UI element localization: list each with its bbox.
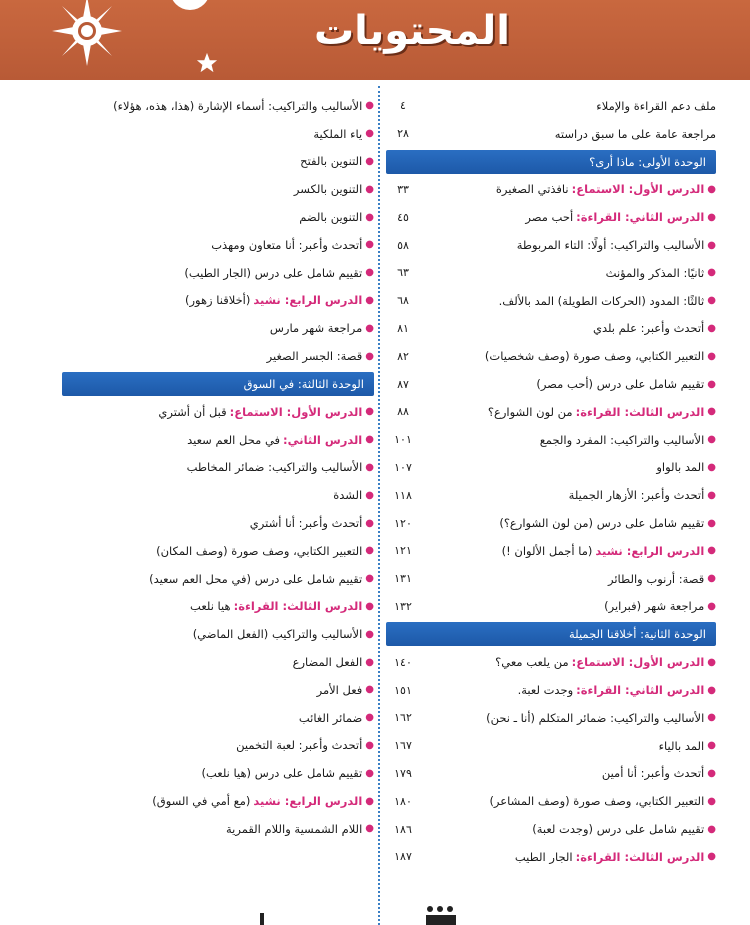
page-number — [0, 127, 2, 140]
page-title: المحتويات — [313, 8, 510, 54]
bullet-icon: ● — [365, 155, 374, 167]
toc-entry[interactable] — [62, 732, 374, 760]
entry-text-group — [659, 739, 716, 753]
entry-title: نافذتي الصغيرة — [495, 182, 569, 197]
toc-entry[interactable] — [386, 203, 716, 231]
page-number: ١١٨ — [394, 488, 412, 502]
page-number: ٦٣ — [397, 266, 409, 280]
entry-text-group — [569, 488, 716, 502]
entry-title: ثالثًا: المدود (الحركات الطويلة) المد بالألف. — [498, 293, 705, 308]
page-number: ١٨٠ — [394, 794, 412, 808]
entry-text-group — [486, 711, 716, 725]
entry-text-group — [606, 266, 716, 280]
unit-heading: الوحدة الثانية: أخلاقنا الجميلة — [386, 622, 716, 646]
lesson-label: الدرس الأول: الاستماع: — [571, 655, 705, 670]
bullet-icon: ● — [707, 712, 716, 724]
bullet-icon: ● — [365, 461, 374, 473]
entry-text-group — [525, 210, 716, 224]
toc-entry[interactable] — [386, 704, 716, 732]
bullet-icon: ● — [365, 656, 374, 668]
bullet-icon: ● — [365, 294, 374, 306]
page-number — [0, 294, 2, 307]
page-number — [0, 350, 2, 363]
toc-entry[interactable] — [62, 593, 374, 621]
entry-title: (مع أمي في السوق) — [152, 794, 251, 809]
toc-entry[interactable] — [386, 648, 716, 676]
entry-text-group — [499, 516, 716, 530]
bullet-icon: ● — [707, 656, 716, 668]
entry-title: من لون الشوارع؟ — [487, 404, 573, 419]
entry-text-group — [496, 182, 716, 196]
page-number — [0, 461, 2, 474]
entry-title: ملف دعم القراءة والإملاء — [596, 98, 716, 113]
bullet-icon: ● — [707, 489, 716, 501]
bullet-icon: ● — [365, 628, 374, 640]
toc-entry[interactable] — [386, 231, 716, 259]
toc-entry[interactable] — [62, 815, 374, 843]
entry-title: تقييم شامل على درس (وجدت لعبة) — [532, 822, 705, 837]
toc-entry[interactable] — [62, 565, 374, 593]
entry-text-group — [656, 460, 716, 474]
bullet-icon: ● — [365, 517, 374, 529]
toc-entry[interactable] — [62, 704, 374, 732]
toc-entry[interactable] — [62, 537, 374, 565]
toc-entry[interactable] — [386, 481, 716, 509]
page-number — [0, 405, 2, 418]
toc-left-column — [62, 92, 374, 843]
entry-title: التنوين بالكسر — [293, 182, 363, 197]
entry-text-group — [604, 599, 716, 613]
page-number — [0, 767, 2, 780]
toc-entry[interactable] — [386, 509, 716, 537]
entry-title: ثانيًا: المذكر والمؤنث — [605, 265, 705, 280]
toc-entry[interactable] — [386, 398, 716, 426]
entry-title: الأساليب والتراكيب (الفعل الماضي) — [192, 627, 363, 642]
toc-right-column — [386, 92, 716, 871]
bullet-icon: ● — [365, 128, 374, 140]
page-number: ٣٣ — [397, 182, 409, 196]
page-number: ١٧٩ — [394, 766, 412, 780]
entry-text-group — [517, 238, 716, 252]
bullet-icon: ● — [707, 851, 716, 863]
toc-entry[interactable] — [386, 342, 716, 370]
entry-title: (ما أجمل الألوان !) — [501, 543, 593, 558]
page-number: ١٢١ — [394, 544, 412, 558]
bullet-icon: ● — [707, 434, 716, 446]
entry-text-group — [593, 321, 716, 335]
toc-entry[interactable] — [62, 314, 374, 342]
bullet-icon: ● — [365, 767, 374, 779]
entry-text-group — [536, 377, 716, 391]
page-number: ٨٧ — [397, 377, 409, 391]
lesson-label: الدرس الثالث: القراءة: — [233, 599, 363, 614]
toc-entry[interactable] — [62, 231, 374, 259]
page-number: ١٣١ — [394, 572, 412, 586]
bullet-icon: ● — [707, 545, 716, 557]
entry-title: ياء الملكية — [313, 126, 363, 141]
entry-title: الأساليب والتراكيب: أولًا: التاء المربوطة — [516, 238, 705, 253]
unit-heading: الوحدة الأولى: ماذا أرى؟ — [386, 150, 716, 174]
entry-title: أتحدث وأعبر: أنا متعاون ومهذب — [211, 237, 363, 252]
bullet-icon: ● — [365, 823, 374, 835]
entry-text-group — [226, 822, 374, 836]
entry-title: أحب مصر — [525, 210, 574, 225]
toc-entry[interactable] — [386, 732, 716, 760]
entry-text-group — [185, 293, 374, 307]
entry-text-group — [184, 266, 374, 280]
toc-entry[interactable] — [62, 509, 374, 537]
lesson-label: الدرس الثالث: القراءة: — [575, 404, 705, 419]
toc-entry[interactable] — [386, 760, 716, 788]
page-number — [0, 628, 2, 641]
toc-entry[interactable] — [62, 203, 374, 231]
bullet-icon: ● — [365, 183, 374, 195]
toc-entry[interactable] — [62, 759, 374, 787]
entry-title: تقييم شامل على درس (الجار الطيب) — [184, 265, 363, 280]
bullet-icon: ● — [707, 740, 716, 752]
entry-text-group — [485, 349, 716, 363]
bullet-icon: ● — [707, 684, 716, 696]
bullet-icon: ● — [707, 795, 716, 807]
entry-title: التنوين بالضم — [299, 210, 363, 225]
entry-title: قصة: الجسر الصغير — [266, 349, 363, 364]
entry-text-group — [488, 405, 716, 419]
page-number: ٢٨ — [397, 127, 409, 141]
entry-text-group — [190, 599, 374, 613]
decorative-circle — [170, 0, 210, 10]
entry-title: قصة: أرنوب والطائر — [607, 571, 705, 586]
bullet-icon: ● — [365, 211, 374, 223]
page-number — [0, 238, 2, 251]
toc-entry[interactable] — [386, 593, 716, 621]
page-number — [0, 183, 2, 196]
toc-entry[interactable] — [386, 787, 716, 815]
page-number: ٥٨ — [397, 238, 409, 252]
entry-text-group — [193, 627, 374, 641]
bullet-icon: ● — [365, 795, 374, 807]
bullet-icon: ● — [707, 406, 716, 418]
page-number: ٨٢ — [397, 349, 409, 363]
entry-text-group — [499, 294, 716, 308]
bullet-icon: ● — [707, 267, 716, 279]
entry-title: المد بالياء — [658, 738, 705, 753]
bullet-icon: ● — [365, 434, 374, 446]
page-number: ١٣٢ — [394, 599, 412, 613]
bullet-icon: ● — [365, 684, 374, 696]
entry-title: الأساليب والتراكيب: المفرد والجمع — [539, 432, 705, 447]
bullet-icon: ● — [365, 239, 374, 251]
page-number — [0, 322, 2, 335]
bullet-icon: ● — [707, 823, 716, 835]
bullet-icon: ● — [707, 295, 716, 307]
toc-entry[interactable] — [386, 315, 716, 343]
page-number: ٨١ — [397, 321, 409, 335]
entry-title: أتحدث وأعبر: علم بلدي — [592, 321, 705, 336]
toc-entry[interactable] — [62, 426, 374, 454]
page-number: ٦٨ — [397, 294, 409, 308]
entry-title: الأساليب والتراكيب: ضمائر المتكلم (أنا ـ نحن) — [486, 710, 705, 725]
page-number — [0, 489, 2, 502]
page-number — [0, 211, 2, 224]
page-number: ١٢٠ — [394, 516, 412, 530]
entry-text-group — [236, 738, 374, 752]
entry-text-group — [187, 433, 374, 447]
entry-text-group — [293, 655, 374, 669]
entry-title: أتحدث وأعبر: لعبة التخمين — [236, 738, 363, 753]
entry-text-group — [495, 655, 716, 669]
bullet-icon: ● — [365, 573, 374, 585]
toc-entry[interactable] — [386, 676, 716, 704]
bullet-icon: ● — [365, 322, 374, 334]
entry-text-group — [156, 544, 374, 558]
bullet-icon: ● — [707, 211, 716, 223]
sun-icon — [52, 0, 122, 66]
toc-entry[interactable] — [62, 454, 374, 482]
bullet-icon: ● — [707, 322, 716, 334]
star-icon — [196, 52, 218, 74]
lesson-label: الدرس الثاني: القراءة: — [576, 683, 705, 698]
entry-title: التعبير الكتابي، وصف صورة (وصف المكان) — [156, 543, 363, 558]
bullet-icon: ● — [707, 600, 716, 612]
toc-entry[interactable] — [62, 398, 374, 426]
toc-entry[interactable] — [62, 620, 374, 648]
lesson-label: الدرس الرابع: نشيد — [253, 794, 363, 809]
entry-text-group — [299, 210, 374, 224]
toc-entry[interactable] — [386, 259, 716, 287]
bullet-icon: ● — [707, 517, 716, 529]
entry-text-group — [489, 794, 716, 808]
toc-entry[interactable] — [386, 843, 716, 871]
entry-title: هيا نلعب — [190, 599, 231, 614]
entry-title: الجار الطيب — [514, 849, 573, 864]
lesson-label: الدرس الثاني: — [283, 432, 363, 447]
entry-title: التعبير الكتابي، وصف صورة (وصف المشاعر) — [489, 794, 705, 809]
page-number — [0, 99, 2, 112]
bullet-icon: ● — [365, 545, 374, 557]
toc-entry[interactable] — [62, 481, 374, 509]
entry-title: تقييم شامل على درس (في محل العم سعيد) — [149, 571, 363, 586]
page-number — [0, 739, 2, 752]
page-number: ٨٨ — [397, 405, 409, 419]
entry-text-group — [518, 683, 716, 697]
bullet-icon: ● — [365, 739, 374, 751]
lesson-label: الدرس الرابع: نشيد — [595, 543, 705, 558]
entry-text-group — [299, 711, 374, 725]
page-number: ١٨٧ — [394, 850, 412, 864]
entry-text-group — [158, 405, 374, 419]
toc-entry[interactable] — [62, 92, 374, 120]
entry-title: الشدة — [333, 488, 363, 503]
toc-entry[interactable] — [62, 120, 374, 148]
toc-entry[interactable] — [386, 815, 716, 843]
entry-text-group — [532, 822, 716, 836]
entry-text-group — [317, 683, 374, 697]
entry-title: وجدت لعبة. — [517, 683, 574, 698]
entry-text-group — [608, 572, 716, 586]
entry-text-group — [270, 321, 374, 335]
bullet-icon: ● — [365, 406, 374, 418]
page-number — [0, 656, 2, 669]
bullet-icon: ● — [707, 239, 716, 251]
toc-entry[interactable] — [62, 148, 374, 176]
entry-title: تقييم شامل على درس (أحب مصر) — [536, 377, 705, 392]
entry-title: التعبير الكتابي، وصف صورة (وصف شخصيات) — [484, 349, 705, 364]
entry-text-group — [267, 349, 374, 363]
page-number: ١٦٧ — [394, 739, 412, 753]
toc-entry[interactable] — [62, 787, 374, 815]
page-number: ١٥١ — [394, 683, 412, 697]
entry-title: الأساليب والتراكيب: ضمائر المخاطب — [186, 460, 363, 475]
entry-title: مراجعة عامة على ما سبق دراسته — [554, 126, 716, 141]
entry-text-group — [250, 516, 374, 530]
page-number: ١٦٢ — [394, 711, 412, 725]
lesson-label: الدرس الثاني: القراءة: — [576, 210, 705, 225]
entry-text-group — [294, 182, 374, 196]
lesson-label: الدرس الثالث: القراءة: — [575, 849, 705, 864]
entry-text-group — [596, 99, 716, 113]
page-number — [0, 572, 2, 585]
entry-title: تقييم شامل على درس (هيا نلعب) — [201, 766, 363, 781]
page-number — [0, 822, 2, 835]
bullet-icon: ● — [365, 267, 374, 279]
entry-text-group — [300, 154, 374, 168]
entry-text-group — [187, 460, 374, 474]
toc-entry[interactable] — [62, 648, 374, 676]
page-number: ١٤٠ — [394, 655, 412, 669]
toc-entry[interactable] — [62, 175, 374, 203]
bullet-icon: ● — [365, 100, 374, 112]
page-number: ٤ — [400, 99, 406, 113]
toc-entry[interactable] — [386, 565, 716, 593]
entry-text-group — [333, 488, 374, 502]
entry-text-group — [211, 238, 374, 252]
toc-entry[interactable] — [386, 176, 716, 204]
page-number — [0, 266, 2, 279]
page-number — [0, 711, 2, 724]
bullet-icon: ● — [365, 600, 374, 612]
entry-title: (أخلاقنا زهور) — [184, 293, 251, 308]
entry-text-group — [113, 99, 374, 113]
entry-text-group — [149, 572, 374, 586]
toc-entry[interactable] — [386, 120, 716, 148]
entry-title: مراجعة شهر مارس — [269, 321, 363, 336]
entry-title: قبل أن أشتري — [158, 404, 227, 419]
entry-title: المد بالواو — [656, 460, 705, 475]
page-number: ١٠٧ — [394, 460, 412, 474]
entry-title: التنوين بالفتح — [300, 154, 363, 169]
entry-title: أتحدث وأعبر: أنا أشتري — [249, 516, 363, 531]
toc-entry[interactable] — [386, 92, 716, 120]
bullet-icon: ● — [365, 712, 374, 724]
entry-title: أتحدث وأعبر: الأزهار الجميلة — [568, 488, 705, 503]
lesson-label: الدرس الأول: الاستماع: — [229, 404, 363, 419]
bullet-icon: ● — [707, 573, 716, 585]
toc-entry[interactable] — [386, 426, 716, 454]
bullet-icon: ● — [707, 767, 716, 779]
page-number: ١٨٦ — [394, 822, 412, 836]
entry-text-group — [540, 433, 716, 447]
header-banner — [0, 0, 750, 80]
entry-text-group — [502, 544, 716, 558]
entry-text-group — [555, 127, 716, 141]
bullet-icon: ● — [707, 183, 716, 195]
toc-entry[interactable] — [62, 287, 374, 315]
entry-text-group — [202, 766, 374, 780]
bullet-icon: ● — [365, 350, 374, 362]
entry-title: اللام الشمسية واللام القمرية — [226, 821, 363, 836]
entry-text-group — [313, 127, 374, 141]
entry-title: في محل العم سعيد — [187, 432, 281, 447]
bullet-icon: ● — [707, 350, 716, 362]
bullet-icon: ● — [707, 378, 716, 390]
entry-title: الفعل المضارع — [292, 655, 363, 670]
entry-text-group — [152, 794, 374, 808]
entry-title: أتحدث وأعبر: أنا أمين — [601, 766, 705, 781]
entry-text-group — [602, 766, 716, 780]
toc-entry[interactable] — [386, 454, 716, 482]
toc-entry[interactable] — [386, 537, 716, 565]
entry-title: مراجعة شهر (فبراير) — [604, 599, 705, 614]
toc-entry[interactable] — [62, 676, 374, 704]
lesson-label: الدرس الأول: الاستماع: — [571, 182, 705, 197]
entry-text-group — [515, 850, 716, 864]
column-divider — [378, 86, 380, 925]
bullet-icon: ● — [365, 489, 374, 501]
bullet-icon: ● — [707, 461, 716, 473]
page-number: ١٠١ — [394, 433, 412, 447]
page-number — [0, 795, 2, 808]
bottom-decoration — [230, 895, 490, 925]
toc-entry[interactable] — [62, 342, 374, 370]
entry-title: من يلعب معي؟ — [495, 655, 569, 670]
toc-entry[interactable] — [386, 287, 716, 315]
entry-title: تقييم شامل على درس (من لون الشوارع؟) — [499, 516, 705, 531]
page-number — [0, 600, 2, 613]
page-number: ٤٥ — [397, 210, 409, 224]
entry-title: فعل الأمر — [316, 682, 363, 697]
page-number — [0, 544, 2, 557]
page-number — [0, 683, 2, 696]
page-number — [0, 155, 2, 168]
page-number — [0, 433, 2, 446]
unit-heading: الوحدة الثالثة: في السوق — [62, 372, 374, 396]
toc-entry[interactable] — [386, 370, 716, 398]
entry-title: الأساليب والتراكيب: أسماء الإشارة (هذا، هذه، هؤلاء) — [113, 98, 363, 113]
page-number — [0, 517, 2, 530]
toc-entry[interactable] — [62, 259, 374, 287]
entry-title: ضمائر الغائب — [298, 710, 363, 725]
lesson-label: الدرس الرابع: نشيد — [253, 293, 363, 308]
